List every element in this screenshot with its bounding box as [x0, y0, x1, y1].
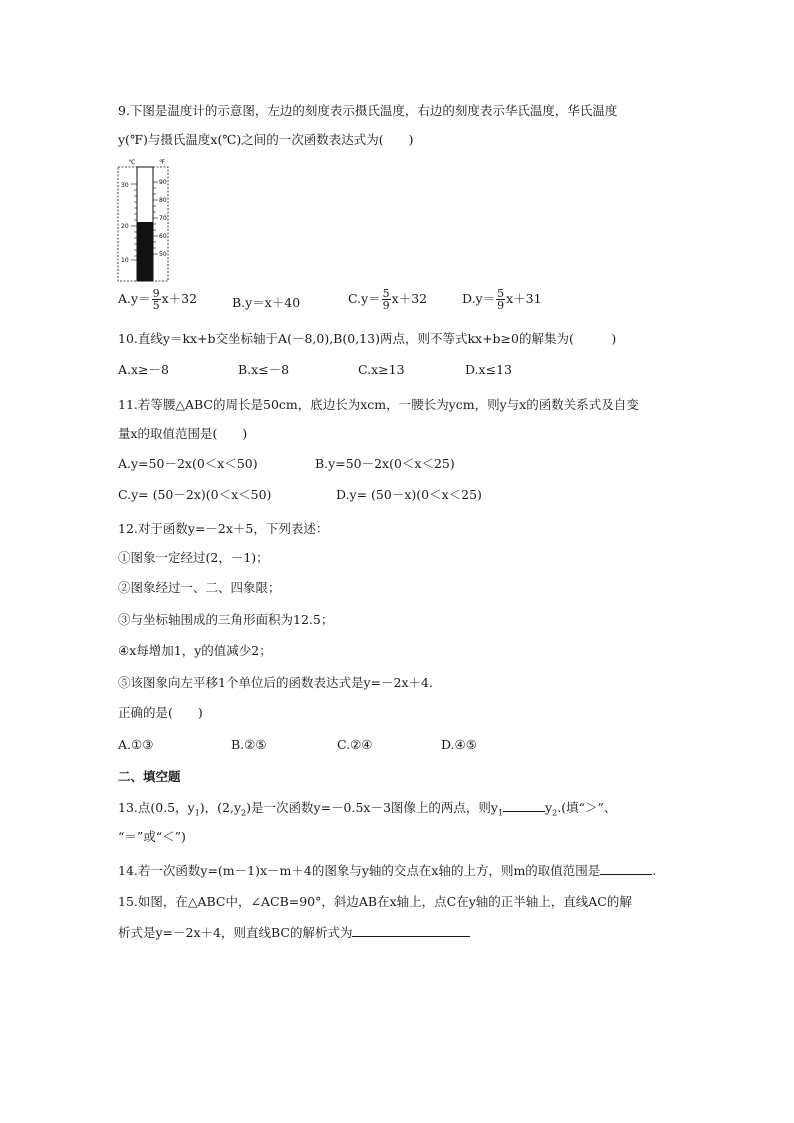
answer-blank[interactable] [503, 799, 545, 812]
fahrenheit-tick-label: 60 [159, 233, 167, 240]
q9-option-d: D.y＝ $\frac{5}{9}$ x＋31 [462, 287, 542, 312]
q10-option-c: C.x≥13 [358, 362, 405, 377]
q12-stem: 12.对于函数y=－2x＋5，下列表述： [118, 521, 329, 536]
q9-stem-line1: 9.下图是温度计的示意图，左边的刻度表示摄氏温度，右边的刻度表示华氏温度，华氏温度 [118, 103, 618, 118]
q12-statement-5: ⑤该图象向左平移1个单位后的函数表达式是y=－2x＋4. [118, 675, 433, 690]
q14-stem: 14.若一次函数y=(m－1)x－m＋4的图象与y轴的交点在x轴的上方，则m的取值范围是 . [118, 863, 657, 878]
celsius-tick-label: 30 [121, 182, 129, 189]
thermometer-figure [116, 155, 186, 285]
q10-option-a: A.x≥－8 [118, 362, 169, 377]
q12-statement-2: ②图象经过一、二、四象限； [118, 580, 281, 595]
q9-option-b: B.y＝x＋40 [232, 295, 301, 310]
fraction: $\frac{5}{9}$ [382, 287, 390, 312]
thermometer-mercury [137, 222, 153, 281]
q11-option-c: C.y= (50－2x)(0＜x＜50) [118, 487, 272, 502]
q12-question: 正确的是( ) [118, 705, 203, 720]
q10-option-b: B.x≤－8 [238, 362, 290, 377]
q12-statement-4: ④x每增加1，y的值减少2； [118, 643, 272, 658]
q12-option-c: C.②④ [337, 737, 373, 752]
answer-blank[interactable] [600, 862, 652, 875]
fahrenheit-scale [153, 182, 158, 254]
fahrenheit-unit-label: ℉ [159, 159, 165, 166]
q11-option-d: D.y= (50－x)(0＜x＜25) [336, 487, 482, 502]
fahrenheit-tick-label: 90 [159, 179, 167, 186]
fraction: $\frac{9}{5}$ [152, 287, 160, 312]
celsius-unit-label: ℃ [128, 159, 136, 166]
q15-stem-line1: 15.如图，在△ABC中，∠ACB=90°，斜边AB在x轴上，点C在y轴的正半轴上，直线AC的解 [118, 894, 632, 909]
q11-stem-line1: 11.若等腰△ABC的周长是50cm，底边长为xcm，一腰长为ycm，则y与x的函数关系式及自变 [118, 397, 639, 412]
celsius-tick-label: 10 [121, 257, 129, 264]
q13-stem-line2: “＝”或“＜”) [118, 829, 186, 844]
q12-option-b: B.②⑤ [231, 737, 267, 752]
fahrenheit-tick-label: 70 [159, 215, 167, 222]
fraction: $\frac{5}{9}$ [497, 287, 505, 312]
q10-stem: 10.直线y＝kx+b交坐标轴于A(－8,0),B(0,13)两点，则不等式kx+b≥0的解集为( ) [118, 331, 617, 346]
q11-stem-line2: 量x的取值范围是( ) [118, 426, 248, 441]
q12-option-a: A.①③ [118, 737, 154, 752]
q10-option-d: D.x≤13 [465, 362, 512, 377]
q11-option-a: A.y=50－2x(0＜x＜50) [118, 456, 258, 471]
answer-blank[interactable] [352, 924, 470, 937]
celsius-tick-label: 20 [121, 223, 129, 230]
q12-statement-3: ③与坐标轴围成的三角形面积为12.5； [118, 612, 334, 627]
q9-stem-line2: y(℉)与摄氏温度x(℃)之间的一次函数表达式为( ) [118, 132, 414, 147]
q12-statement-1: ①图象一定经过(2，－1)； [118, 550, 269, 565]
q9-option-a: A.y＝ $\frac{9}{5}$ x＋32 [118, 287, 198, 312]
q15-stem-line2: 析式是y=－2x＋4，则直线BC的解析式为 [118, 924, 470, 941]
fahrenheit-tick-label: 80 [159, 197, 167, 204]
q13-stem-line1: 13.点(0.5，$y_1$)，$(2,y_2)$是一次函数y=－0.5x－3图像上的两点，则$y_1$ $y_2$.(填“＞”、 [118, 800, 617, 818]
q9-option-c: C.y＝ $\frac{5}{9}$ x＋32 [348, 287, 428, 312]
section-heading-fill-in: 二、填空题 [118, 769, 181, 784]
fahrenheit-tick-label: 50 [159, 251, 167, 258]
celsius-scale [131, 184, 137, 260]
q11-option-b: B.y=50－2x(0＜x＜25) [315, 456, 455, 471]
q12-option-d: D.④⑤ [441, 737, 477, 752]
